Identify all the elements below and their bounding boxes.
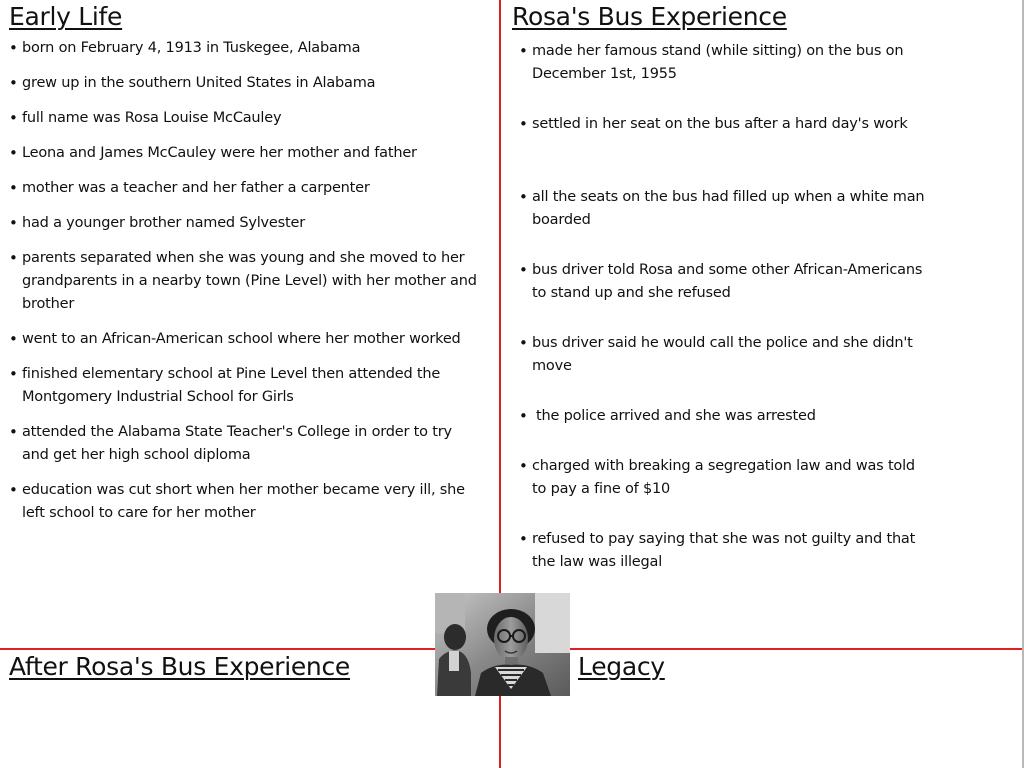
list-item: • finished elementary school at Pine Level then attended the Montgomery Industrial School for Girls <box>9 363 482 409</box>
rosa-parks-photo <box>435 593 570 696</box>
photo-illustration <box>435 593 570 696</box>
legacy-heading: Legacy <box>578 652 665 681</box>
bus-experience-heading: Rosa's Bus Experience <box>512 2 787 31</box>
list-item: • education was cut short when her mother became very ill, she left school to care for her mother <box>9 479 482 525</box>
list-item: • full name was Rosa Louise McCauley <box>9 107 482 130</box>
list-item: • had a younger brother named Sylvester <box>9 212 482 235</box>
list-item: • all the seats on the bus had filled up when a white man boarded <box>519 186 930 232</box>
list-item: • mother was a teacher and her father a carpenter <box>9 177 482 200</box>
list-item: • charged with breaking a segregation law and was told to pay a fine of $10 <box>519 455 930 501</box>
list-item: • bus driver told Rosa and some other African-Americans to stand up and she refused <box>519 259 930 305</box>
early-life-heading: Early Life <box>9 2 123 31</box>
after-bus-heading: After Rosa's Bus Experience <box>9 652 350 681</box>
list-item: • settled in her seat on the bus after a hard day's work <box>519 113 930 136</box>
list-item: • born on February 4, 1913 in Tuskegee, Alabama <box>9 37 482 60</box>
list-item: • made her famous stand (while sitting) on the bus on December 1st, 1955 <box>519 40 930 86</box>
list-item: • grew up in the southern United States in Alabama <box>9 72 482 95</box>
list-item: • attended the Alabama State Teacher's College in order to try and get her high school diploma <box>9 421 482 467</box>
list-item: • parents separated when she was young and she moved to her grandparents in a nearby town (Pine Level) with her mother and brother <box>9 247 482 316</box>
list-item: • went to an African-American school where her mother worked <box>9 328 482 351</box>
list-item: • bus driver said he would call the police and she didn't move <box>519 332 930 378</box>
list-item: • Leona and James McCauley were her mother and father <box>9 142 482 165</box>
list-item: • refused to pay saying that she was not guilty and that the law was illegal <box>519 528 930 574</box>
list-item: • the police arrived and she was arrested <box>519 405 934 428</box>
